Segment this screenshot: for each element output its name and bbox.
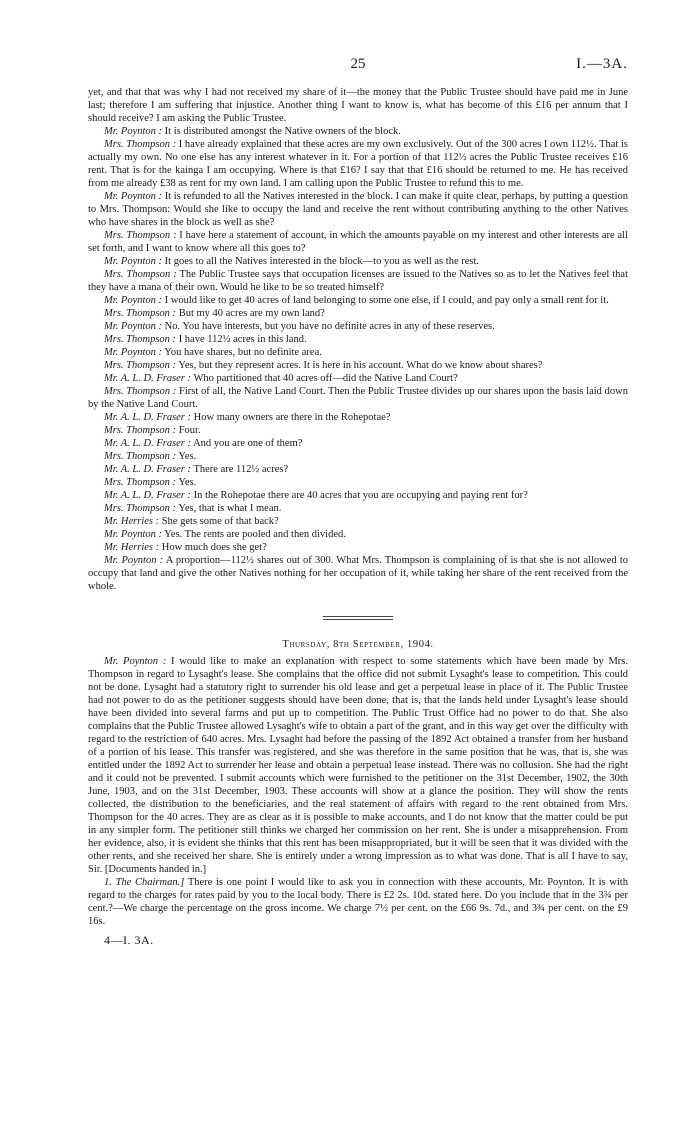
speaker-name: Mr. Poynton : bbox=[104, 191, 163, 202]
paragraph bbox=[88, 125, 628, 138]
speaker-name: Mr. Poynton : bbox=[104, 256, 163, 267]
paragraph-text: yet, and that that was why I had not received my share of it—the money that the Public Trustee should have paid me in June last; therefore I am suffering that injustice. Another thing I want to know is, what has become of this £16 per annum that I should receive? I am asking the Public Trustee. bbox=[88, 87, 628, 124]
paragraph bbox=[88, 268, 628, 294]
speaker-name: Mrs. Thompson : bbox=[104, 386, 177, 397]
paragraph-text: There are 112½ acres? bbox=[193, 464, 289, 475]
speaker-name: 1. The Chairman.] bbox=[104, 877, 185, 888]
page-number: 25 bbox=[350, 56, 366, 72]
paragraph bbox=[88, 255, 628, 268]
paragraph-text: It goes to all the Natives interested in the block—to you as well as the rest. bbox=[164, 256, 480, 267]
paragraph-text: Yes, that is what I mean. bbox=[178, 503, 282, 514]
speaker-name: Mrs. Thompson : bbox=[104, 269, 177, 280]
paragraph bbox=[88, 541, 628, 554]
speaker-name: Mrs. Thompson : bbox=[104, 425, 177, 436]
paragraph bbox=[88, 476, 628, 489]
paragraph-text: But my 40 acres are my own land? bbox=[178, 308, 325, 319]
paragraph-text: How much does she get? bbox=[161, 542, 267, 553]
paragraph-text: I would like to make an explanation with respect to some statements which have been made by Mrs. Thompson in regard to Lysaght's lease. She complains that the office did not submit Lysaght's lease to competition. This could not be done. Lysaght had a statutory right to surrender his old lease and get a perpetual lease in place of it. The Public Trustee had not power to do as the petitioner suggests should have been done, that is, that the lands held under Lysaght's lease should have been divided into several farms and put up to competition. The Public Trust Office had no power to do that. She also complains that the Public Trustee allowed Lysaght's wife to obtain a part of the grant, and in this way get over the difficulty with regard to the restriction of 640 acres. Mrs. Lysaght had before the passing of the 1892 Act obtained a transfer from her husband of a portion of his lease. This transfer was registered, and she was therefore in the same position that he was, that is, she was entitled under the 1892 Act to surrender her lease and obtain a perpetual lease instead. There was no collusion. She had the right and it could not be prevented. I submit accounts which were furnished to the petitioner on the 31st December, 1902, the 30th June, 1903, and on the 31st December, 1903. These accounts will show at a glance the position. They will show the rents collected, the distribution to the beneficiaries, and the real statement of affairs with regard to the rent obtained from Mrs. Thompson for the 40 acres. They are as clear as it is possible to make accounts, and I do not know that the matter could be put in any simpler form. The petitioner still thinks we charged her commission on her rent. She is under a misapprehension. From her evidence, also, it is evident she thinks that this rent has been misappropriated, but it will be seen that it was divided with the other rents, and she received her share. She is entirely under a wrong impression as to what was done. That is all I have to say, Sir. [Documents handed in.] bbox=[88, 656, 629, 875]
speaker-name: Mrs. Thompson : bbox=[104, 451, 177, 462]
document-body bbox=[88, 86, 628, 947]
paragraph-text: It is distributed amongst the Native owners of the block. bbox=[164, 126, 401, 137]
paragraph-text: The Public Trustee says that occupation licenses are issued to the Natives so as to let the Natives feel that they have a mana of their own. Would he like to be so treated himself? bbox=[88, 269, 628, 293]
paragraph-text: Who partitioned that 40 acres off—did the Native Land Court? bbox=[193, 373, 458, 384]
paragraph-text: Yes. bbox=[178, 477, 197, 488]
printer-signature: 4—I. 3A. bbox=[104, 933, 154, 947]
paragraph-text: How many owners are there in the Rohepotae? bbox=[193, 412, 391, 423]
paragraph bbox=[88, 411, 628, 424]
speaker-name: Mrs. Thompson : bbox=[104, 308, 177, 319]
paragraph-text: She gets some of that back? bbox=[161, 516, 279, 527]
paper-reference: I.—3A. bbox=[576, 56, 628, 72]
paragraph bbox=[88, 502, 628, 515]
paragraph bbox=[88, 515, 628, 528]
speaker-name: Mr. Herries : bbox=[104, 516, 160, 527]
paragraph-text: I have 112½ acres in this land. bbox=[178, 334, 307, 345]
section-divider bbox=[88, 611, 628, 624]
paragraph-text: I have here a statement of account, in which the amounts payable on my interest and other interests are all set forth, and I want to know where all this goes to? bbox=[88, 230, 628, 254]
paragraph bbox=[88, 372, 628, 385]
testimony-section-1 bbox=[88, 86, 628, 593]
paragraph-text: I have already explained that these acres are my own exclusively. Out of the 300 acres I own 112½. That is actually my own. No one else has any interest whatever in it. For a portion of that 112½ acres the Public Trustee receives £16 rent. That is for the kainga I am occupying. Where is that £16? I say that that £16 should be returned to me. He has received from me already £38 as rent for my own land. I am calling upon the Public Trustee to refund this to me. bbox=[88, 139, 628, 189]
speaker-name: Mr. Herries : bbox=[104, 542, 160, 553]
paragraph-text: Four. bbox=[178, 425, 201, 436]
date-heading: Thursday, 8th September, 1904. bbox=[282, 639, 434, 650]
speaker-name: Mr. Poynton : bbox=[104, 126, 163, 137]
speaker-name: Mr. Poynton : bbox=[104, 555, 164, 566]
paragraph bbox=[88, 320, 628, 333]
paragraph bbox=[88, 528, 628, 541]
speaker-name: Mr. Poynton : bbox=[104, 529, 163, 540]
speaker-name: Mr. Poynton : bbox=[104, 321, 163, 332]
paragraph bbox=[88, 385, 628, 411]
testimony-section-2 bbox=[88, 655, 628, 928]
paragraph-text: No. You have interests, but you have no definite acres in any of these reserves. bbox=[164, 321, 495, 332]
paragraph-text: There is one point I would like to ask you in connection with these accounts, Mr. Poynton. It is with regard to the charges for rates paid by you to the local body. There is £2 2s. 10d. stated here. Do you include that in the 3¾ per cent.?—We charge the percentage on the gross income. We charge 7½ per cent. on the £66 9s. 7d., and 3¾ per cent. on the £9 16s. bbox=[88, 877, 628, 927]
paragraph bbox=[88, 554, 628, 593]
paragraph-text: A proportion—112½ shares out of 300. What Mrs. Thompson is complaining of is that she is not allowed to occupy that land and give the other Natives nothing for her occupation of it, while taking her share of the rent received from the whole. bbox=[88, 555, 628, 592]
paragraph bbox=[88, 346, 628, 359]
paragraph-text: Yes. The rents are pooled and then divided. bbox=[164, 529, 346, 540]
paragraph-text: It is refunded to all the Natives interested in the block. I can make it quite clear, perhaps, by putting a question to Mrs. Thompson: Would she like to occupy the land and receive the rent without contributing anything to the other Natives who have shares in the block as well as she? bbox=[88, 191, 628, 228]
paragraph bbox=[88, 359, 628, 372]
page-header bbox=[88, 56, 628, 76]
paragraph bbox=[88, 876, 628, 928]
speaker-name: Mr. A. L. D. Fraser : bbox=[104, 373, 192, 384]
speaker-name: Mr. Poynton : bbox=[104, 347, 163, 358]
paragraph-text: And you are one of them? bbox=[193, 438, 303, 449]
paragraph-text: You have shares, but no definite area. bbox=[164, 347, 322, 358]
paragraph-text: Yes, but they represent acres. It is here in his account. What do we know about shares? bbox=[178, 360, 543, 371]
speaker-name: Mrs. Thompson : bbox=[104, 477, 177, 488]
paragraph bbox=[88, 229, 628, 255]
speaker-name: Mr. A. L. D. Fraser : bbox=[104, 490, 192, 501]
speaker-name: Mr. A. L. D. Fraser : bbox=[104, 464, 192, 475]
speaker-name: Mr. Poynton : bbox=[104, 656, 167, 667]
paragraph bbox=[88, 307, 628, 320]
paragraph-text: In the Rohepotae there are 40 acres that you are occupying and paying rent for? bbox=[193, 490, 528, 501]
paragraph-text: First of all, the Native Land Court. Then the Public Trustee divides up our shares upon the basis laid down by the Native Land Court. bbox=[88, 386, 628, 410]
speaker-name: Mrs. Thompson : bbox=[104, 360, 177, 371]
speaker-name: Mrs. Thompson : bbox=[104, 139, 177, 150]
speaker-name: Mrs. Thompson : bbox=[104, 503, 177, 514]
speaker-name: Mr. A. L. D. Fraser : bbox=[104, 412, 192, 423]
speaker-name: Mrs. Thompson : bbox=[104, 230, 177, 241]
paragraph bbox=[88, 424, 628, 437]
paragraph bbox=[88, 655, 628, 876]
paragraph bbox=[88, 138, 628, 190]
paragraph-text: I would like to get 40 acres of land belonging to some one else, if I could, and pay only a small rent for it. bbox=[164, 295, 609, 306]
paragraph bbox=[88, 450, 628, 463]
paragraph bbox=[88, 437, 628, 450]
paragraph bbox=[88, 190, 628, 229]
paragraph bbox=[88, 489, 628, 502]
paragraph-text: Yes. bbox=[178, 451, 197, 462]
speaker-name: Mr. A. L. D. Fraser : bbox=[104, 438, 192, 449]
paragraph bbox=[88, 463, 628, 476]
speaker-name: Mr. Poynton : bbox=[104, 295, 163, 306]
paragraph bbox=[88, 333, 628, 346]
speaker-name: Mrs. Thompson : bbox=[104, 334, 177, 345]
paragraph bbox=[88, 294, 628, 307]
paragraph bbox=[88, 86, 628, 125]
